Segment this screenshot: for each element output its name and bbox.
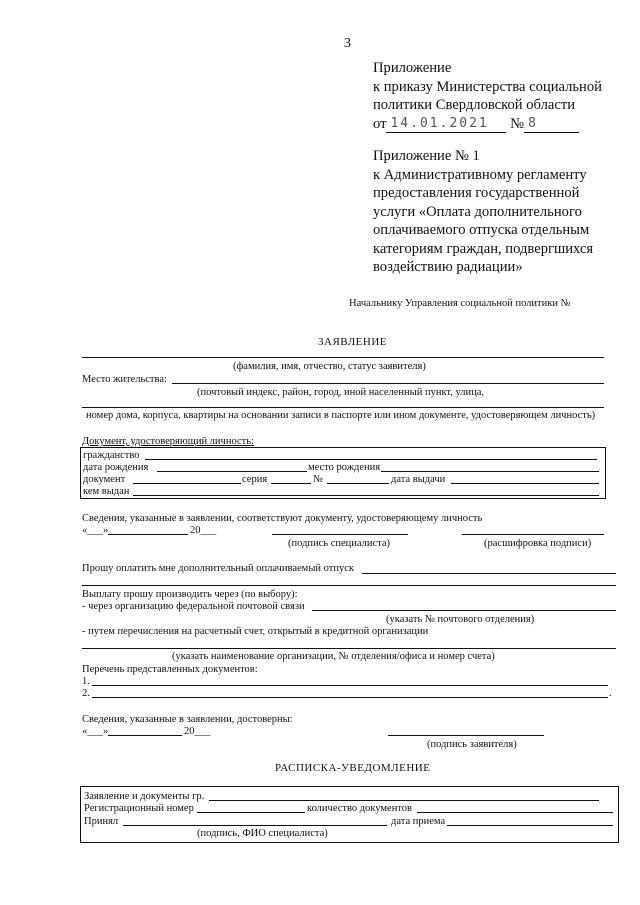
receipt-sign-hint: (подпись, ФИО специалиста) [197, 828, 328, 839]
receipt-reg-number-line[interactable] [197, 812, 305, 813]
reg-line-1: Приложение № 1 [373, 148, 480, 164]
signature-decode-hint: (расшифровка подписи) [484, 538, 592, 549]
post-office-hint: (указать № почтового отделения) [386, 614, 535, 625]
fio-hint: (фамилия, имя, отчество, статус заявителя) [233, 361, 426, 372]
document-label: документ [83, 474, 126, 485]
issued-by-line[interactable] [133, 495, 599, 496]
verify-date-year: 20___ [190, 525, 217, 536]
form-title: ЗАЯВЛЕНИЕ [318, 336, 387, 348]
doc-1-number: 1. [82, 676, 90, 687]
receipt-doc-count-label: количество документов [307, 803, 412, 814]
header-line-3: политики Свердловской области [373, 97, 576, 113]
post-office-line[interactable] [312, 610, 616, 611]
specialist-sign-line[interactable] [272, 534, 408, 535]
page-number: 3 [344, 36, 351, 51]
receipt-box [80, 786, 619, 843]
order-date-line [373, 115, 635, 134]
bank-hint: (указать наименование организации, № отделения/офиса и номер счета) [172, 651, 495, 662]
receipt-accepted-line[interactable] [123, 825, 387, 826]
header-line-2: к приказу Министерства социальной [373, 78, 602, 95]
docs-list-label: Перечень представленных документов: [82, 664, 258, 675]
fio-line[interactable] [82, 357, 604, 358]
from-label: от [373, 115, 387, 132]
reliable-text: Сведения, указанные в заявлении, достоверны: [82, 714, 293, 725]
citizenship-line[interactable] [145, 459, 597, 460]
payment-post-option: - через организацию федеральной почтовой связи [82, 601, 305, 612]
header-line-1: Приложение [373, 60, 452, 76]
payment-bank-option: - путем перечисления на расчетный счет, открытый в кредитной организации [82, 626, 429, 637]
reg-line-4: услуги «Оплата дополнительного [373, 203, 582, 220]
receipt-title: РАСПИСКА-УВЕДОМЛЕНИЕ [275, 762, 431, 774]
order-date-handwritten: 14.01.2021 [390, 116, 489, 131]
request-line-2[interactable] [82, 585, 616, 586]
verify-date-month-line[interactable] [108, 534, 188, 535]
series-line[interactable] [271, 483, 311, 484]
appendix-header [373, 59, 635, 133]
doc-number-line[interactable] [327, 483, 389, 484]
doc-2-number: 2. [82, 688, 90, 699]
birth-place-label: место рождения [308, 462, 381, 473]
receipt-doc-count-line[interactable] [417, 812, 613, 813]
issued-by-label: кем выдан [83, 486, 130, 497]
request-line[interactable] [362, 573, 616, 574]
residence-hint-2: номер дома, корпуса, квартиры на основании записи в паспорте или ином документе, удостоверяющем личность) [86, 410, 596, 421]
receipt-accepted-label: Принял [84, 816, 119, 827]
reg-line-6: категориям граждан, подвергшихся [373, 240, 594, 257]
doc-2-line[interactable] [92, 697, 608, 698]
payment-label: Выплату прошу производить через (по выбору): [82, 589, 298, 600]
birth-place-line[interactable] [381, 471, 599, 472]
residence-hint-1: (почтовый индекс, район, город, иной населенный пункт, улица, [197, 387, 485, 398]
signature-decode-line[interactable] [462, 534, 604, 535]
specialist-sign-hint: (подпись специалиста) [288, 538, 391, 549]
reg-line-2: к Административному регламенту [373, 166, 587, 183]
reg-line-5: оплачиваемого отпуска отдельным [373, 222, 590, 238]
applicant-sign-line[interactable] [388, 735, 544, 736]
document-line[interactable] [133, 483, 241, 484]
birth-date-label: дата рождения [83, 462, 149, 473]
residence-label: Место жительства: [82, 374, 167, 385]
bank-line[interactable] [82, 648, 616, 649]
order-date-field [386, 117, 506, 133]
issue-date-line[interactable] [451, 483, 599, 484]
reg-line-7: воздействию радиации» [373, 259, 523, 275]
series-label: серия [242, 474, 268, 485]
receipt-reg-number-label: Регистрационный номер [84, 803, 194, 814]
number-label: № [510, 115, 525, 132]
reliable-date-day: «___» [82, 726, 109, 737]
receipt-date-line[interactable] [447, 825, 613, 826]
doc-1-line[interactable] [92, 685, 608, 686]
receipt-docs-from-label: Заявление и документы гр. [84, 791, 205, 802]
residence-line-2[interactable] [82, 407, 604, 408]
receipt-date-label: дата приема [391, 816, 446, 827]
issue-date-label: дата выдачи [391, 474, 446, 485]
reliable-date-month-line[interactable] [108, 735, 182, 736]
id-document-label: Документ, удостоверяющий личность: [82, 436, 254, 447]
doc-number-label: № [313, 474, 324, 485]
order-number-handwritten: 8 [528, 116, 538, 131]
verify-text: Сведения, указанные в заявлении, соответствуют документу, удостоверяющему личность [82, 513, 483, 524]
regulation-header [373, 147, 635, 277]
reliable-date-year: 20___ [184, 726, 211, 737]
id-document-box [80, 447, 606, 499]
order-number-field [524, 117, 579, 133]
residence-line[interactable] [172, 383, 604, 384]
citizenship-label: гражданство [83, 450, 140, 461]
birth-date-line[interactable] [157, 471, 307, 472]
applicant-sign-hint: (подпись заявителя) [427, 739, 517, 750]
receipt-docs-from-line[interactable] [209, 800, 599, 801]
request-text: Прошу оплатить мне дополнительный оплачиваемый отпуск [82, 563, 354, 574]
addressee: Начальнику Управления социальной политики № [349, 298, 571, 309]
doc-2-end: . [609, 688, 612, 699]
verify-date-day: «___» [82, 525, 109, 536]
reg-line-3: предоставления государственной [373, 185, 580, 201]
